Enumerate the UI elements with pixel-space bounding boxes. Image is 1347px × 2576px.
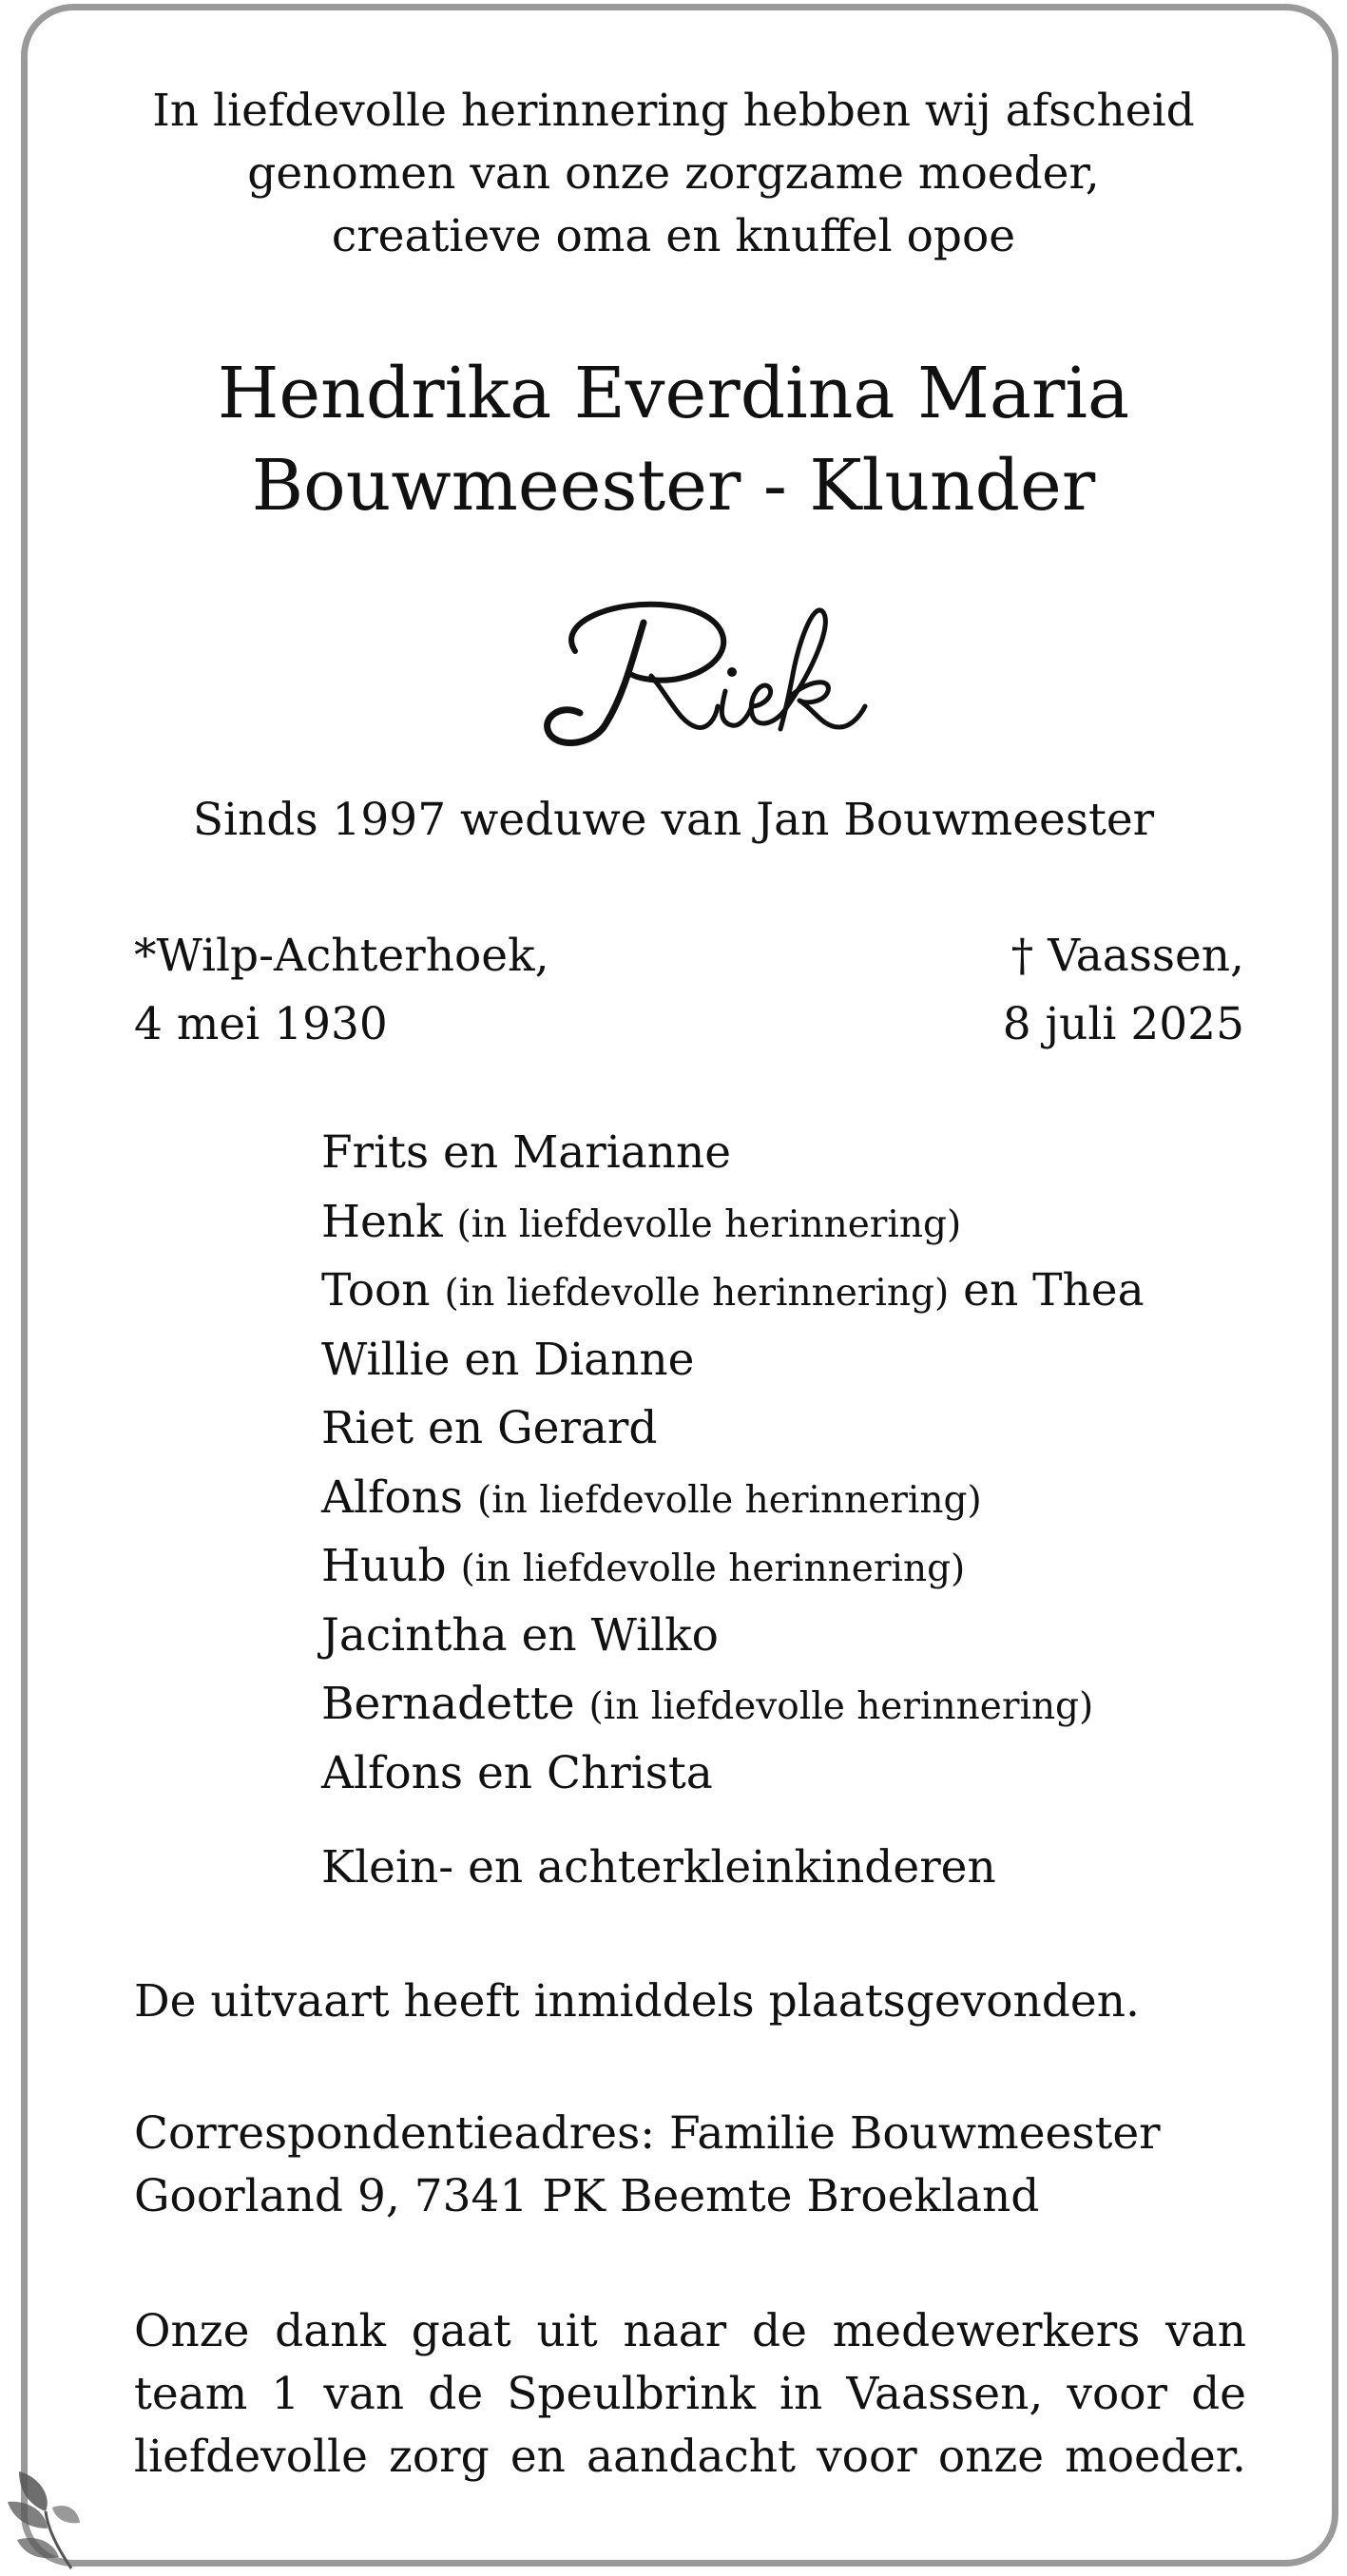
family-suffix: en Thea <box>949 1264 1145 1317</box>
intro-text <box>0 80 1347 268</box>
correspondence-line: Correspondentieadres: Familie Bouwmeester <box>134 2107 1161 2160</box>
list-item <box>321 1327 1145 1396</box>
intro-line: In liefdevolle herinnering hebben wij afscheid <box>152 85 1195 137</box>
list-item <box>321 1258 1145 1327</box>
widow-line: Sinds 1997 weduwe van Jan Bouwmeester <box>192 794 1155 846</box>
list-item <box>321 1189 1145 1259</box>
family-note: (in liefdevolle herinnering) <box>444 1272 950 1315</box>
family-name: Toon <box>321 1264 445 1317</box>
birth-date: 4 mei 1930 <box>134 998 388 1050</box>
thanks-line: Onze dank gaat uit naar de medewerkers van <box>134 2305 1246 2357</box>
family-name: Frits en Marianne <box>321 1126 732 1179</box>
family-name: Henk <box>321 1195 457 1248</box>
name-line: Hendrika Everdina Maria <box>217 353 1130 434</box>
family-note: (in liefdevolle herinnering) <box>477 1478 982 1522</box>
correspondence-address <box>134 2103 1161 2228</box>
family-name: Riet en Gerard <box>321 1402 658 1454</box>
list-item <box>321 1395 1145 1465</box>
family-list <box>321 1120 1145 1809</box>
intro-line: creatieve oma en knuffel opoe <box>331 210 1016 262</box>
family-note: (in liefdevolle herinnering) <box>456 1202 962 1246</box>
deceased-name <box>0 348 1347 532</box>
grandchildren-line: Klein- en achterkleinkinderen <box>321 1841 996 1894</box>
correspondence-line: Goorland 9, 7341 PK Beemte Broekland <box>134 2170 1040 2222</box>
list-item <box>321 1120 1145 1189</box>
birth-place: *Wilp-Achterhoek, <box>134 930 549 982</box>
family-note: (in liefdevolle herinnering) <box>460 1548 966 1590</box>
family-name: Willie en Dianne <box>321 1333 695 1386</box>
family-note: (in liefdevolle herinnering) <box>588 1685 1094 1728</box>
death-date: 8 juli 2025 <box>1002 998 1244 1050</box>
funeral-note: De uitvaart heeft inmiddels plaatsgevonden. <box>134 1975 1140 2028</box>
family-name: Alfons <box>321 1471 477 1524</box>
list-item <box>321 1533 1145 1603</box>
family-name: Huub <box>321 1540 461 1592</box>
family-name: Jacintha en Wilko <box>321 1608 719 1662</box>
name-line: Bouwmeester - Klunder <box>251 445 1096 527</box>
list-item <box>321 1671 1145 1740</box>
family-name: Alfons en Christa <box>321 1746 713 1799</box>
death-place: † Vaassen, <box>1010 930 1244 982</box>
list-item <box>321 1465 1145 1534</box>
intro-line: genomen van onze zorgzame moeder, <box>247 147 1100 200</box>
family-name: Bernadette <box>321 1678 589 1730</box>
death-info <box>1003 922 1244 1059</box>
thanks-text <box>134 2300 1246 2489</box>
birth-info <box>134 922 549 1059</box>
signature-riek-icon <box>537 585 898 765</box>
leaf-icon <box>0 2452 86 2576</box>
thanks-line: liefdevolle zorg en aandacht voor onze moeder. <box>134 2431 1246 2483</box>
thanks-line: team 1 van de Speulbrink in Vaassen, voor de <box>134 2368 1246 2420</box>
list-item <box>321 1740 1145 1810</box>
signature-riek <box>537 585 898 770</box>
list-item <box>321 1603 1145 1672</box>
